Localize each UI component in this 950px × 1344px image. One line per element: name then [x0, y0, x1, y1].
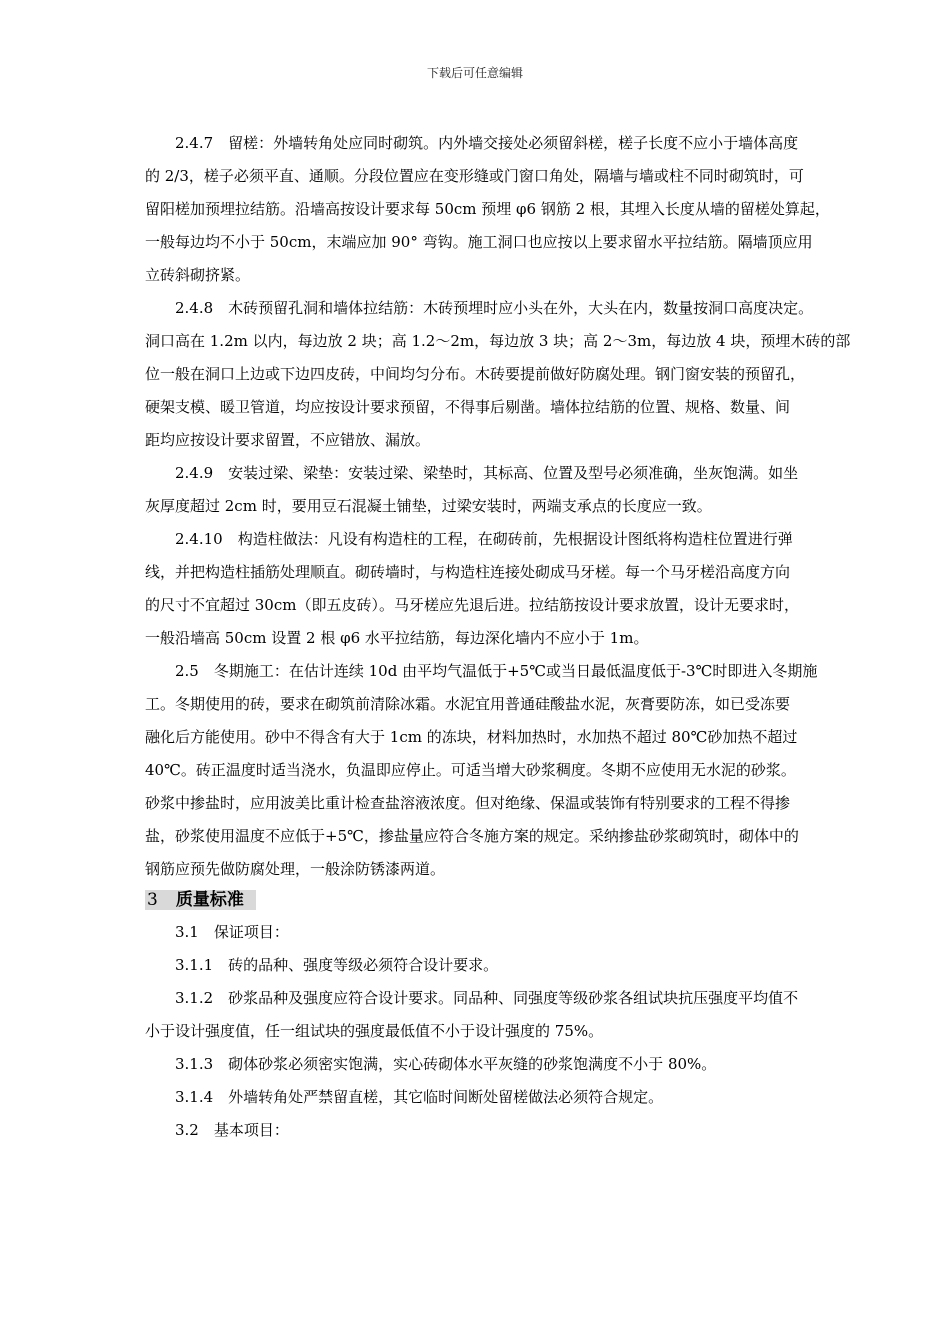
text-line: 2.4.9 安装过梁、梁垫：安装过梁、梁垫时，其标高、位置及型号必须准确，坐灰饱满。如坐	[175, 464, 799, 482]
text-line: 距均应按设计要求留置，不应错放、漏放。	[145, 431, 431, 449]
paragraph-3-1-1	[145, 949, 825, 982]
paragraph-3-2	[145, 1114, 825, 1147]
text-line: 3.1.3 砌体砂浆必须密实饱满，实心砖砌体水平灰缝的砂浆饱满度不小于 80%。	[175, 1055, 717, 1073]
text-line: 盐，砂浆使用温度不应低于+5℃，掺盐量应符合冬施方案的规定。采纳掺盐砂浆砌筑时，砌体中的	[145, 827, 799, 845]
section-number: 3	[147, 890, 158, 910]
text-line: 线，并把构造柱插筋处理顺直。砌砖墙时，与构造柱连接处砌成马牙槎。每一个马牙槎沿高度方向	[145, 563, 791, 581]
text-line: 留阳槎加预埋拉结筋。沿墙高按设计要求每 50cm 预埋 φ6 钢筋 2 根，其埋入长度从墙的留槎处算起，	[145, 200, 830, 218]
text-line: 钢筋应预先做防腐处理，一般涂防锈漆两道。	[145, 860, 446, 878]
paragraph-3-1-2	[145, 982, 825, 1048]
paragraph-2-4-7	[145, 127, 830, 292]
text-line: 硬架支模、暖卫管道，均应按设计要求预留，不得事后剔凿。墙体拉结筋的位置、规格、数量、间	[145, 398, 791, 416]
text-line: 立砖斜砌挤紧。	[145, 266, 251, 284]
paragraph-2-4-8	[145, 292, 851, 457]
text-line: 2.5 冬期施工：在估计连续 10d 由平均气温低于+5℃或当日最低温度低于-3℃时即进入冬期施	[175, 662, 818, 680]
text-line: 3.1.4 外墙转角处严禁留直槎，其它临时间断处留槎做法必须符合规定。	[175, 1088, 664, 1106]
text-line: 2.4.8 木砖预留孔洞和墙体拉结筋：木砖预埋时应小头在外，大头在内，数量按洞口高度决定。	[175, 299, 814, 317]
document-body	[145, 127, 851, 1147]
text-line: 位一般在洞口上边或下边四皮砖，中间均匀分布。木砖要提前做好防腐处理。钢门窗安装的预留孔，	[145, 365, 806, 383]
paragraph-2-4-10	[145, 523, 825, 655]
paragraph-3-1	[145, 916, 825, 949]
text-line: 3.1.2 砂浆品种及强度应符合设计要求。同品种、同强度等级砂浆各组试块抗压强度平均值不	[175, 989, 799, 1007]
text-line: 3.2 基本项目：	[175, 1121, 289, 1139]
paragraph-3-1-4	[145, 1081, 825, 1114]
section-heading	[145, 887, 825, 913]
text-line: 一般每边均不小于 50cm，末端应加 90° 弯钩。施工洞口也应按以上要求留水平拉结筋。隔墙顶应用	[145, 233, 813, 251]
text-line: 的尺寸不宜超过 30cm（即五皮砖）。马牙槎应先退后进。拉结筋按设计要求放置，设计无要求时，	[145, 596, 799, 614]
text-line: 3.1.1 砖的品种、强度等级必须符合设计要求。	[175, 956, 499, 974]
text-line: 一般沿墙高 50cm 设置 2 根 φ6 水平拉结筋，每边深化墙内不应小于 1m。	[145, 629, 649, 647]
text-line: 砂浆中掺盐时，应用波美比重计检查盐溶液浓度。但对绝缘、保温或装饰有特别要求的工程不得掺	[145, 794, 791, 812]
text-line: 40℃。砖正温度时适当浇水，负温即应停止。可适当增大砂浆稠度。冬期不应使用无水泥的砂浆。	[145, 761, 796, 779]
text-line: 洞口高在 1.2m 以内，每边放 2 块；高 1.2～2m，每边放 3 块；高 2～3m，每边放 4 块，预埋木砖的部	[145, 332, 851, 350]
paragraph-2-5	[145, 655, 825, 886]
paragraph-3-1-3	[145, 1048, 825, 1081]
section-title: 质量标准	[175, 890, 244, 910]
text-line: 融化后方能使用。砂中不得含有大于 1cm 的冻块，材料加热时，水加热不超过 80℃砂加热不超过	[145, 728, 798, 746]
text-line: 的 2/3，槎子必须平直、通顺。分段位置应在变形缝或门窗口角处，隔墙与墙或柱不同时砌筑时，可	[145, 167, 804, 185]
section-heading-highlight	[145, 890, 256, 910]
text-line: 小于设计强度值，任一组试块的强度最低值不小于设计强度的 75%。	[145, 1022, 604, 1040]
text-line: 2.4.7 留槎：外墙转角处应同时砌筑。内外墙交接处必须留斜槎，槎子长度不应小于墙体高度	[175, 134, 799, 152]
page-header: 下载后可任意编辑	[426, 66, 523, 80]
text-line: 2.4.10 构造柱做法：凡设有构造柱的工程，在砌砖前，先根据设计图纸将构造柱位置进行弹	[175, 530, 793, 548]
text-line: 3.1 保证项目：	[175, 923, 289, 941]
text-line: 工。冬期使用的砖，要求在砌筑前清除冰霜。水泥宜用普通硅酸盐水泥，灰膏要防冻，如已受冻要	[145, 695, 791, 713]
text-line: 灰厚度超过 2cm 时，要用豆石混凝土铺垫，过梁安装时，两端支承点的长度应一致。	[145, 497, 712, 515]
paragraph-2-4-9	[145, 457, 825, 523]
